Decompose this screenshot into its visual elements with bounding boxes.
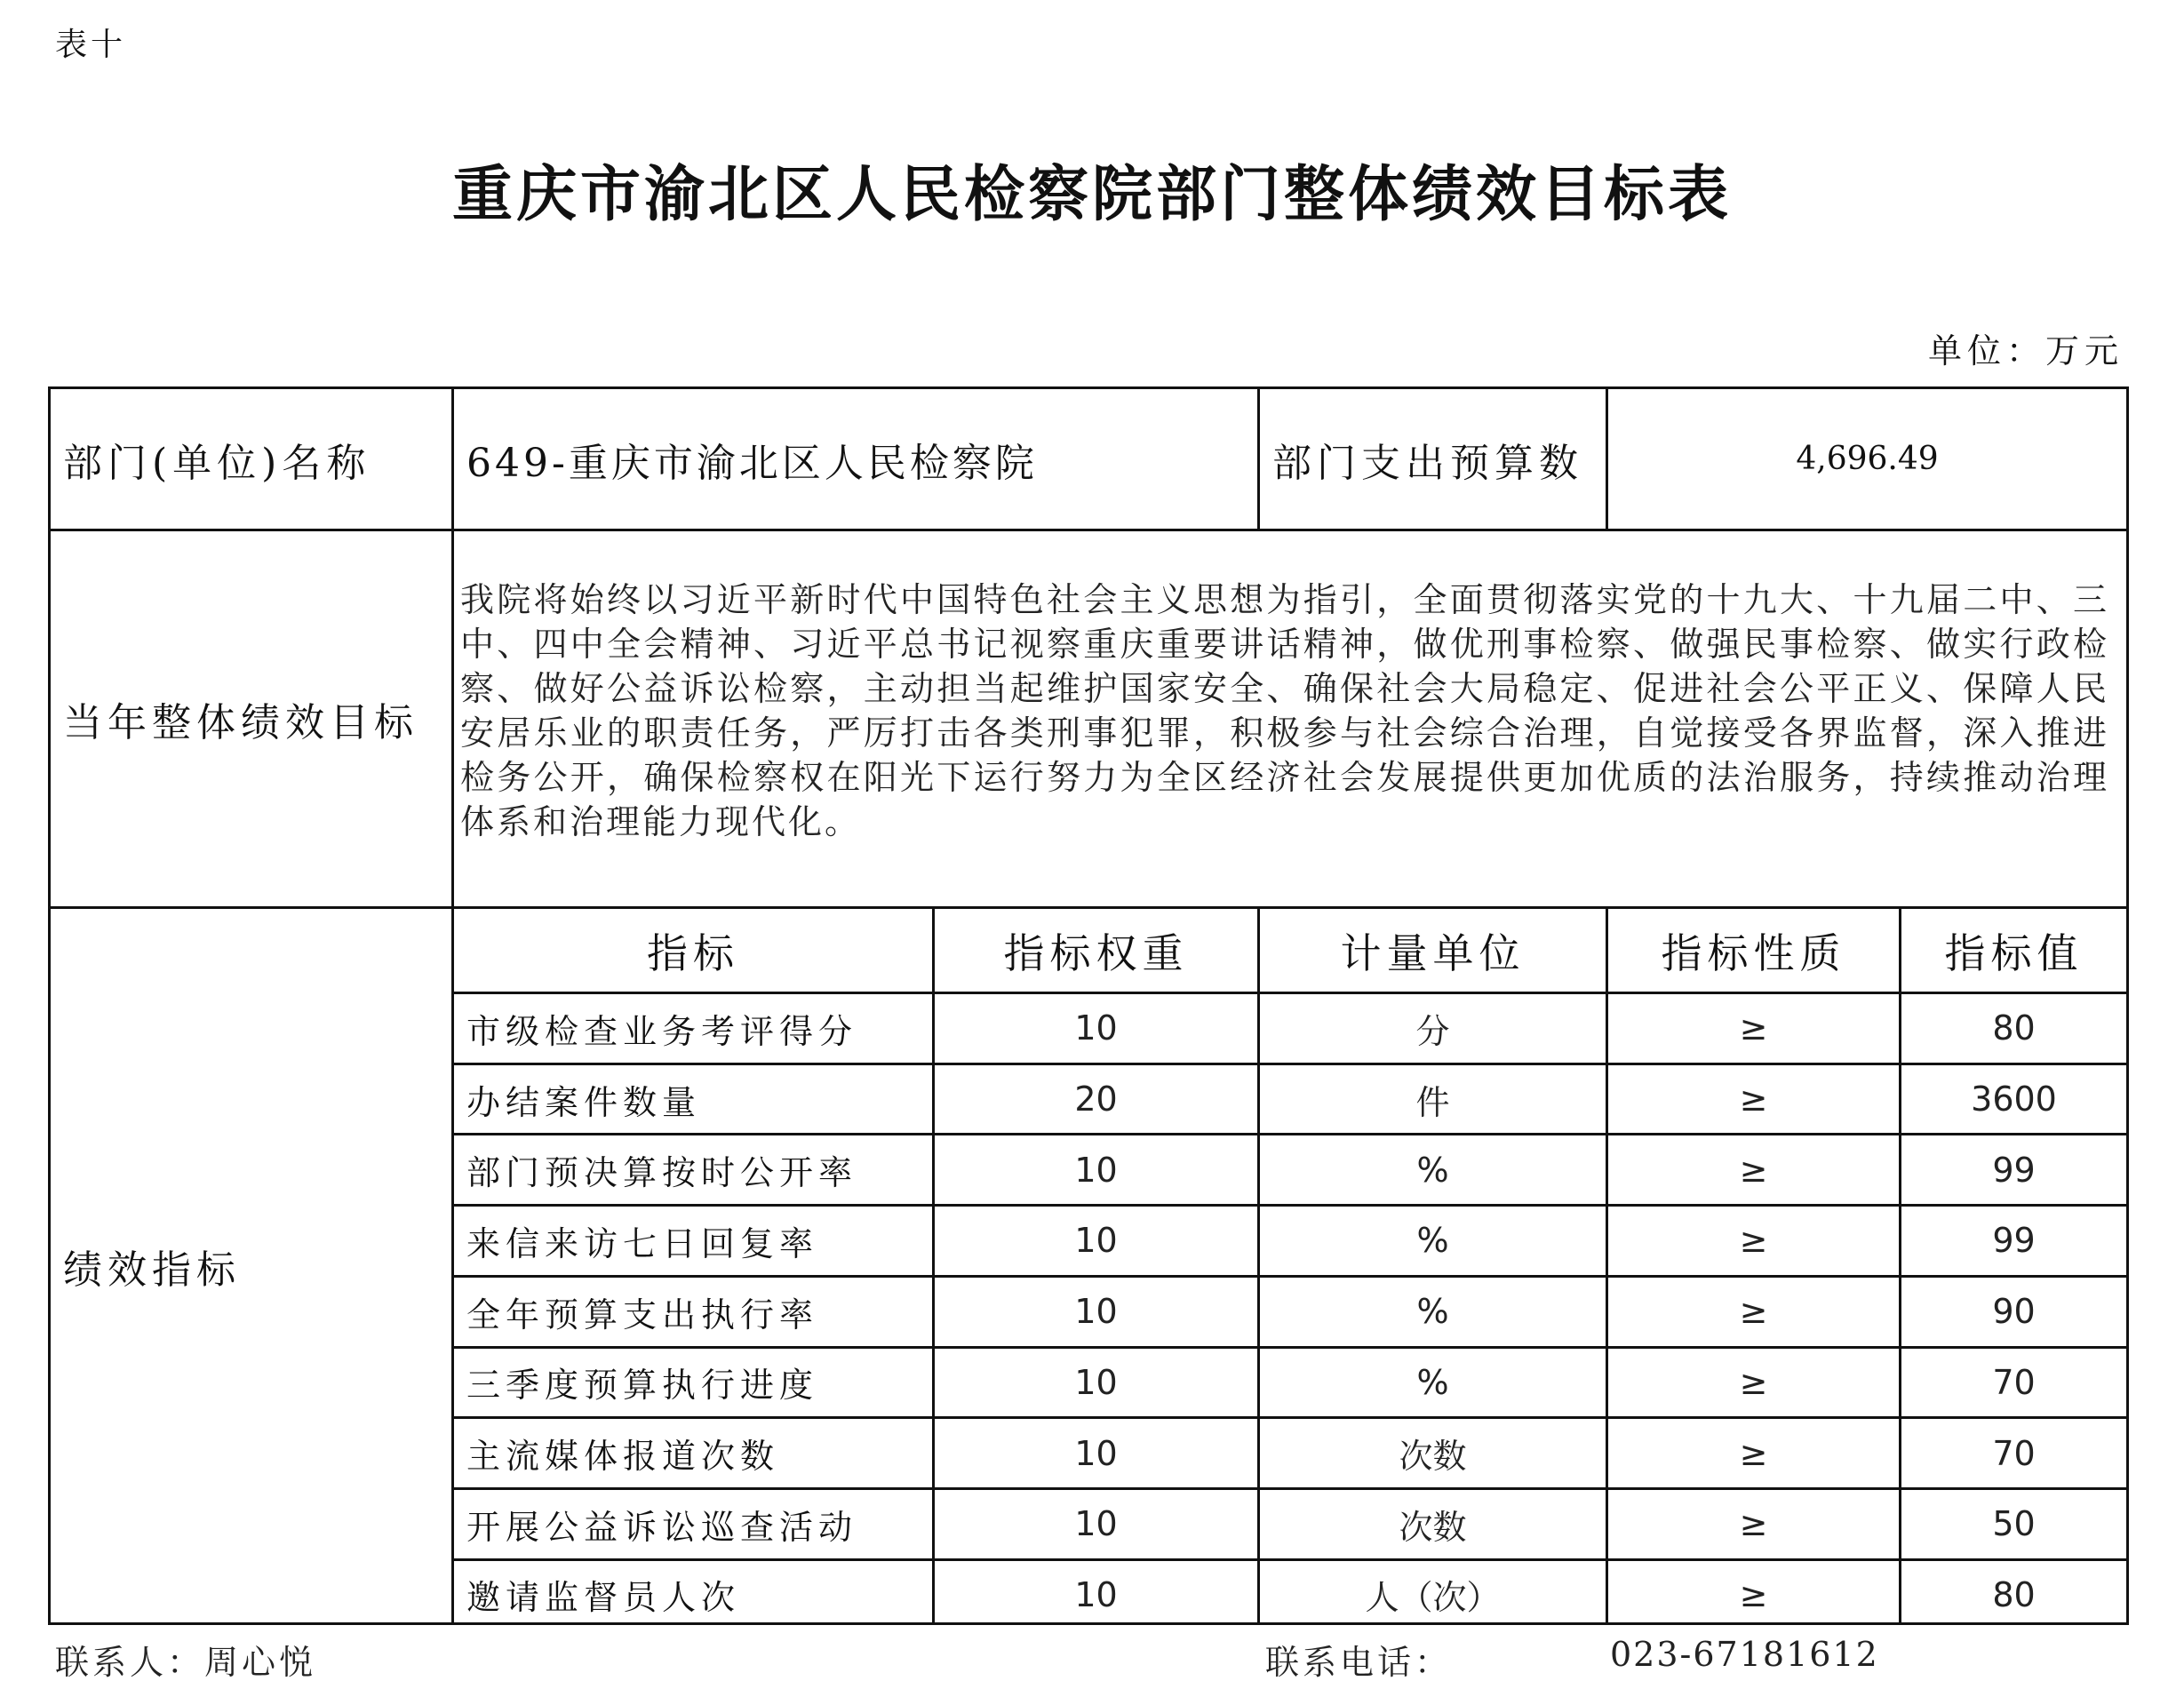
header-nature: 指标性质: [1661, 928, 1846, 977]
indicator-nature-cell: ≥: [1739, 1080, 1768, 1119]
indicator-unit-cell: 件: [1415, 1082, 1450, 1122]
indicator-unit-cell: 分: [1415, 1011, 1450, 1051]
indicator-unit-cell: %: [1416, 1221, 1449, 1261]
indicator-name-cell: 市级检查业务考评得分: [466, 1011, 858, 1051]
indicator-nature-cell: ≥: [1739, 1433, 1768, 1473]
indicator-weight-cell: 10: [1074, 1504, 1118, 1544]
indicator-nature-cell: ≥: [1739, 1292, 1768, 1332]
indicator-name-cell: 邀请监督员人次: [466, 1578, 741, 1618]
budget-value: 4,696.49: [1796, 441, 1939, 477]
header-weight: 指标权重: [1003, 928, 1189, 977]
indicator-nature-cell: ≥: [1739, 1008, 1768, 1048]
indicator-name-cell: 办结案件数量: [466, 1082, 702, 1122]
indicator-value-cell: 99: [1992, 1221, 2036, 1261]
indicator-unit-cell: %: [1416, 1362, 1449, 1402]
indicator-name-cell: 部门预决算按时公开率: [466, 1153, 858, 1193]
indicator-nature-cell: ≥: [1739, 1574, 1768, 1614]
indicator-unit-cell: 次数: [1399, 1507, 1467, 1547]
indicator-nature-cell: ≥: [1739, 1362, 1768, 1402]
indicator-weight-cell: 10: [1074, 1008, 1118, 1048]
indicator-nature-cell: ≥: [1739, 1150, 1768, 1190]
indicator-weight-cell: 20: [1074, 1080, 1118, 1119]
phone-label: 联系电话：: [1265, 1643, 1453, 1682]
page-title: 重庆市渝北区人民检察院部门整体绩效目标表: [451, 159, 1732, 230]
indicator-value-cell: 50: [1992, 1504, 2036, 1544]
indicator-unit-cell: 次数: [1399, 1437, 1467, 1477]
indicator-weight-cell: 10: [1074, 1362, 1118, 1402]
indicator-name-cell: 三季度预算执行进度: [466, 1366, 819, 1406]
indicator-name-cell: 主流媒体报道次数: [466, 1437, 780, 1477]
indicator-nature-cell: ≥: [1739, 1221, 1768, 1261]
indicator-unit-cell: 人（次）: [1365, 1578, 1501, 1618]
indicator-name-cell: 来信来访七日回复率: [466, 1223, 819, 1263]
header-indicator: 指标: [647, 928, 739, 977]
indicator-weight-cell: 10: [1074, 1574, 1118, 1614]
phone-value: 023-67181612: [1610, 1635, 1879, 1674]
indicator-weight-cell: 10: [1074, 1433, 1118, 1473]
indicator-weight-cell: 10: [1074, 1150, 1118, 1190]
indicator-value-cell: 70: [1992, 1433, 2036, 1473]
header-value: 指标值: [1944, 928, 2084, 977]
indicator-value-cell: 90: [1992, 1292, 2036, 1332]
indicator-unit-cell: %: [1416, 1150, 1449, 1190]
indicator-value-cell: 99: [1992, 1150, 2036, 1190]
indicator-name-cell: 开展公益诉讼巡查活动: [466, 1507, 858, 1547]
indicator-value-cell: 70: [1992, 1362, 2036, 1402]
unit-label: 单位：万元: [1927, 331, 2124, 370]
dept-name-label: 部门(单位)名称: [63, 440, 371, 486]
indicator-nature-cell: ≥: [1739, 1504, 1768, 1544]
performance-table: [48, 386, 2129, 1625]
indicator-weight-cell: 10: [1074, 1221, 1118, 1261]
indicator-name-cell: 全年预算支出执行率: [466, 1295, 819, 1334]
goal-text: 我院将始终以习近平新时代中国特色社会主义思想为指引，全面贯彻落实党的十九大、十九届二中、三中、四中全会精神、习近平总书记视察重庆重要讲话精神，做优刑事检察、做强民事检察、做实行政检察、做好公益诉讼检察，主动担当起维护国家安全、确保社会大局稳定、促进社会公平正义、保障人民安居乐业的职责任务，严厉打击各类刑事犯罪，积极参与社会综合治理，自觉接受各界监督，深入推进检务公开，确保检察权在阳光下运行努力为全区经济社会发展提供更加优质的法治服务，持续推动治理体系和治理能力现代化。: [460, 580, 2109, 841]
indicators-label: 绩效指标: [63, 1247, 241, 1293]
goal-label: 当年整体绩效目标: [63, 700, 418, 745]
dept-name-value: 649-重庆市渝北区人民检察院: [466, 440, 1038, 486]
budget-label: 部门支出预算数: [1272, 440, 1583, 486]
table-number-label: 表十: [55, 27, 127, 63]
header-unit: 计量单位: [1340, 928, 1526, 977]
indicator-weight-cell: 10: [1074, 1292, 1118, 1332]
indicator-value-cell: 3600: [1971, 1080, 2057, 1119]
indicator-value-cell: 80: [1992, 1574, 2036, 1614]
indicator-value-cell: 80: [1992, 1008, 2036, 1048]
contact-person: 联系人：周心悦: [55, 1643, 317, 1682]
indicator-unit-cell: %: [1416, 1292, 1449, 1332]
